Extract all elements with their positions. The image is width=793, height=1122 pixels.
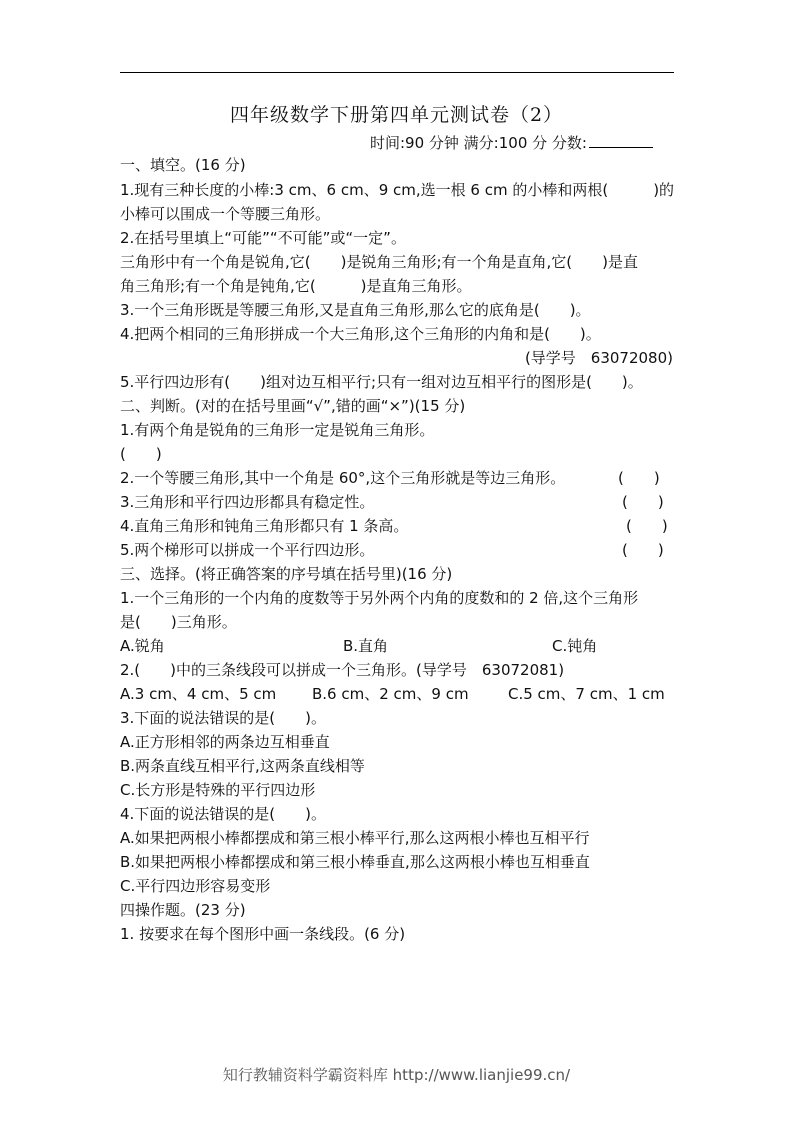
question-text: 4.直角三角形和钝角三角形都只有 1 条高。 <box>120 517 409 535</box>
question-text: 5.平行四边形有( )组对边互相平行;只有一组对边互相平行的图形是( )。 <box>120 373 643 391</box>
question-text: 4.下面的说法错误的是( )。 <box>120 805 327 823</box>
option-b: B.两条直线互相平行,这两条直线相等 <box>120 757 365 775</box>
score-blank[interactable] <box>589 133 653 148</box>
answer-paren: ( ) <box>626 517 668 535</box>
guide-number: (导学号 63072080) <box>524 349 673 367</box>
option-a: A.正方形相邻的两条边互相垂直 <box>120 733 330 751</box>
answer-paren: ( ) <box>618 469 660 487</box>
option-b: B.如果把两根小棒都摆成和第三根小棒垂直,那么这两根小棒也互相垂直 <box>120 853 590 871</box>
question-text: 2.在括号里填上“可能”“不可能”或“一定”。 <box>120 229 406 247</box>
question-text: 1.有两个角是锐角的三角形一定是锐角三角形。 <box>120 421 435 439</box>
question-text: 角三角形;有一个角是钝角,它( )是直角三角形。 <box>120 277 472 295</box>
option-c: C.钝角 <box>552 637 598 655</box>
option-b: B.直角 <box>343 637 389 655</box>
question-text: 三角形中有一个角是锐角,它( )是锐角三角形;有一个角是直角,它( )是直 <box>120 253 639 271</box>
option-c: C.平行四边形容易变形 <box>120 877 271 895</box>
question-text: 4.把两个相同的三角形拼成一个大三角形,这个三角形的内角和是( )。 <box>120 325 601 343</box>
question-text: 5.两个梯形可以拼成一个平行四边形。 <box>120 541 375 559</box>
section-heading: 四操作题。(23 分) <box>120 901 246 919</box>
question-text: 小棒可以围成一个等腰三角形。 <box>120 205 331 223</box>
question-text: 是( )三角形。 <box>120 613 237 631</box>
option-b: B.6 cm、2 cm、9 cm <box>312 685 469 703</box>
option-a: A.如果把两根小棒都摆成和第三根小棒平行,那么这两根小棒也互相平行 <box>120 829 590 847</box>
footer-link[interactable]: 知行教辅资料学霸资料库 http://www.lianjie99.cn/ <box>222 1066 571 1084</box>
option-c: C.5 cm、7 cm、1 cm <box>508 685 665 703</box>
question-text: 3.三角形和平行四边形都具有稳定性。 <box>120 493 375 511</box>
question-text: 3.一个三角形既是等腰三角形,又是直角三角形,那么它的底角是( )。 <box>120 301 591 319</box>
exam-meta-text: 时间:90 分钟 满分:100 分 分数: <box>370 134 587 152</box>
section-heading: 三、选择。(将正确答案的序号填在括号里)(16 分) <box>120 565 453 583</box>
question-text: 2.( )中的三条线段可以拼成一个三角形。(导学号 63072081) <box>120 661 565 679</box>
section-heading: 一、填空。(16 分) <box>120 156 246 174</box>
top-rule <box>120 72 674 73</box>
question-text: 1.一个三角形的一个内角的度数等于另外两个内角的度数和的 2 倍,这个三角形 <box>120 589 639 607</box>
question-text: 1. 按要求在每个图形中画一条线段。(6 分) <box>120 925 406 943</box>
page-title: 四年级数学下册第四单元测试卷（2） <box>229 104 564 126</box>
section-heading: 二、判断。(对的在括号里画“√”,错的画“×”)(15 分) <box>120 397 466 415</box>
option-c: C.长方形是特殊的平行四边形 <box>120 781 316 799</box>
option-a: A.锐角 <box>120 637 165 655</box>
option-a: A.3 cm、4 cm、5 cm <box>120 685 277 703</box>
answer-paren: ( ) <box>120 445 162 463</box>
answer-paren: ( ) <box>622 541 664 559</box>
exam-meta <box>370 132 653 153</box>
question-text: 1.现有三种长度的小棒:3 cm、6 cm、9 cm,选一根 6 cm 的小棒和两根( )的 <box>120 181 675 199</box>
answer-paren: ( ) <box>622 493 664 511</box>
question-text: 3.下面的说法错误的是( )。 <box>120 709 327 727</box>
question-text: 2.一个等腰三角形,其中一个角是 60°,这个三角形就是等边三角形。 <box>120 469 566 487</box>
